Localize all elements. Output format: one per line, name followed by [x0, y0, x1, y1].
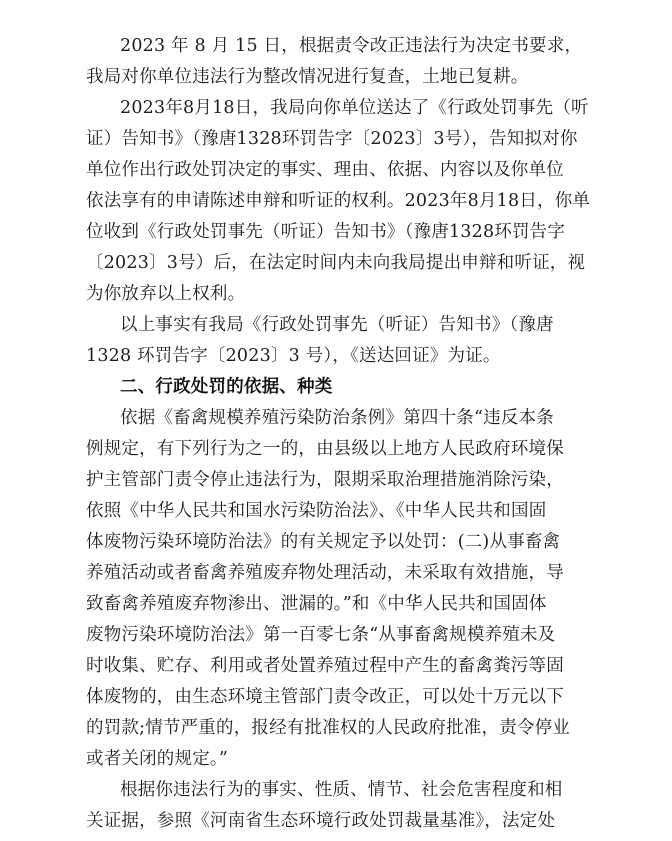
- p4-line-11: 的罚款;情节严重的，报经有批准权的人民政府批准，责令停业: [86, 718, 570, 738]
- section-heading: 二、行政处罚的依据、种类: [120, 377, 333, 397]
- p5-line-2: 关证据，参照《河南省生态环境行政处罚裁量基准》，法定处: [86, 811, 556, 831]
- p4-line-7: 致畜禽养殖废弃物渗出、泄漏的。”和《中华人民共和国固体: [86, 594, 547, 614]
- p3-line-2: 1328 环罚告字〔2023〕3 号），《送达回证》为证。: [86, 346, 501, 366]
- p4-line-5: 体废物污染环境防治法》的有关规定予以处罚：(二)从事畜禽: [86, 532, 561, 552]
- p4-line-6: 养殖活动或者畜禽养殖废弃物处理活动，未采取有效措施，导: [86, 563, 564, 583]
- p4-line-8: 废物污染环境防治法》第一百零七条“从事畜禽规模养殖未及: [86, 625, 556, 645]
- p2-line-2: 证）告知书》（豫唐1328环罚告字〔2023〕3号），告知拟对你: [86, 129, 578, 149]
- p3-line-1: 以上事实有我局《行政处罚事先（听证）告知书》（豫唐: [120, 315, 554, 335]
- p2-line-4: 依法享有的申请陈述申辩和听证的权利。2023年8月18日，你单: [86, 191, 591, 211]
- p2-line-5: 位收到《行政处罚事先（听证）告知书》（豫唐1328环罚告字: [86, 222, 566, 242]
- p4-line-4: 依照《中华人民共和国水污染防治法》、《中华人民共和国固: [86, 501, 547, 521]
- p2-line-1: 2023年8月18日，我局向你单位送达了《行政处罚事先（听: [120, 98, 589, 118]
- p4-line-12: 或者关闭的规定。”: [86, 749, 228, 769]
- p4-line-9: 时收集、贮存、利用或者处置养殖过程中产生的畜禽粪污等固: [86, 656, 564, 676]
- p2-line-7: 为你放弃以上权利。: [86, 284, 246, 304]
- p4-line-2: 例规定，有下列行为之一的，由县级以上地方人民政府环境保: [86, 439, 564, 459]
- p1-line-1: 2023 年 8 月 15 日，根据责令改正违法行为决定书要求，: [120, 36, 583, 56]
- p1-line-2: 我局对你单位违法行为整改情况进行复查，土地已复耕。: [86, 67, 529, 87]
- p4-line-10: 体废物的，由生态环境主管部门责令改正，可以处十万元以下: [86, 687, 564, 707]
- p2-line-3: 单位作出行政处罚决定的事实、理由、依据、内容以及你单位: [86, 160, 564, 180]
- p4-line-1: 依据《畜禽规模养殖污染防治条例》第四十条“违反本条: [120, 408, 554, 428]
- p4-line-3: 护主管部门责令停止违法行为，限期采取治理措施消除污染，: [86, 470, 564, 490]
- p5-line-1: 根据你违法行为的事实、性质、情节、社会危害程度和相: [120, 780, 563, 800]
- p2-line-6: 〔2023〕3号）后，在法定时间内未向我局提出申辩和听证，视: [86, 253, 586, 273]
